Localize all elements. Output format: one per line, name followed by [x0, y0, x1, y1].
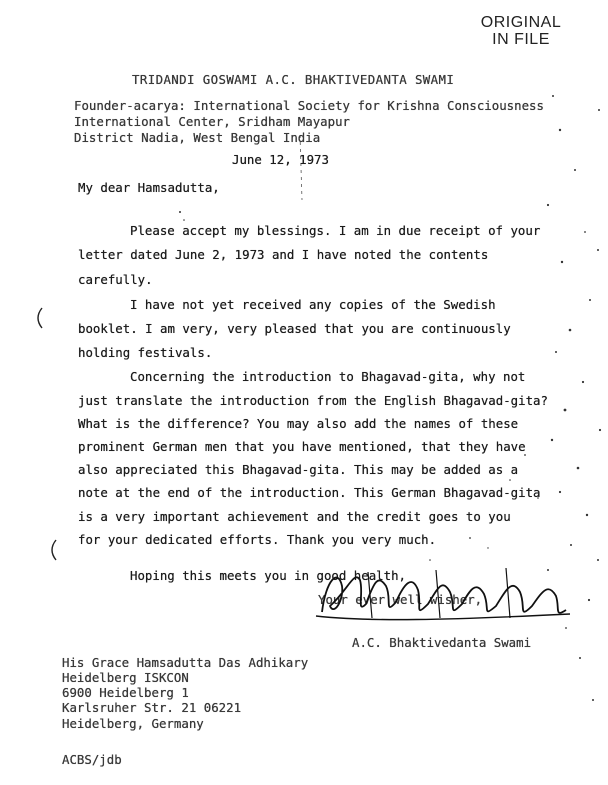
- body-line: for your dedicated efforts. Thank you very much.: [78, 532, 437, 547]
- letterhead-name: TRIDANDI GOSWAMI A.C. BHAKTIVEDANTA SWAMI: [132, 72, 455, 87]
- body-line: carefully.: [78, 272, 153, 287]
- body-line: I have not yet received any copies of the Swedish: [130, 297, 496, 312]
- handwritten-signature: [308, 560, 578, 630]
- recipient-line: Heidelberg, Germany: [62, 716, 204, 731]
- body-line: holding festivals.: [78, 345, 213, 360]
- body-line: note at the end of the introduction. This German Bhagavad-gita: [78, 485, 541, 500]
- recipient-line: 6900 Heidelberg 1: [62, 685, 189, 700]
- recipient-line: Karlsruher Str. 21 06221: [62, 700, 242, 715]
- body-line: prominent German men that you have mentioned, that they have: [78, 439, 526, 454]
- body-line: booklet. I am very, very pleased that you are continuously: [78, 321, 511, 336]
- body-line: Concerning the introduction to Bhagavad-gita, why not: [130, 369, 526, 384]
- body-line: also appreciated this Bhagavad-gita. This may be added as a: [78, 462, 519, 477]
- typist-initials: ACBS/jdb: [62, 752, 122, 767]
- body-line: is a very important achievement and the credit goes to you: [78, 509, 511, 524]
- recipient-line: Heidelberg ISKCON: [62, 670, 189, 685]
- closing-line: Hoping this meets you in good health,: [130, 568, 407, 583]
- body-line: Please accept my blessings. I am in due receipt of your: [130, 223, 541, 238]
- salutation: My dear Hamsadutta,: [78, 180, 220, 195]
- letterhead-line-3: District Nadia, West Bengal India: [74, 130, 321, 145]
- body-line: What is the difference? You may also add the names of these: [78, 416, 519, 431]
- signature-name: A.C. Bhaktivedanta Swami: [352, 635, 532, 650]
- recipient-line: His Grace Hamsadutta Das Adhikary: [62, 655, 309, 670]
- valediction: Your ever well wisher,: [318, 592, 483, 607]
- original-in-file-stamp: ORIGINAL IN FILE: [480, 14, 562, 48]
- body-line: letter dated June 2, 1973 and I have noted the contents: [78, 247, 489, 262]
- letter-date: June 12, 1973: [232, 152, 329, 167]
- letterhead-line-2: International Center, Sridham Mayapur: [74, 114, 351, 129]
- body-line: just translate the introduction from the English Bhagavad-gita?: [78, 393, 548, 408]
- letterhead-line-1: Founder-acarya: International Society for Krishna Consciousness: [74, 98, 544, 113]
